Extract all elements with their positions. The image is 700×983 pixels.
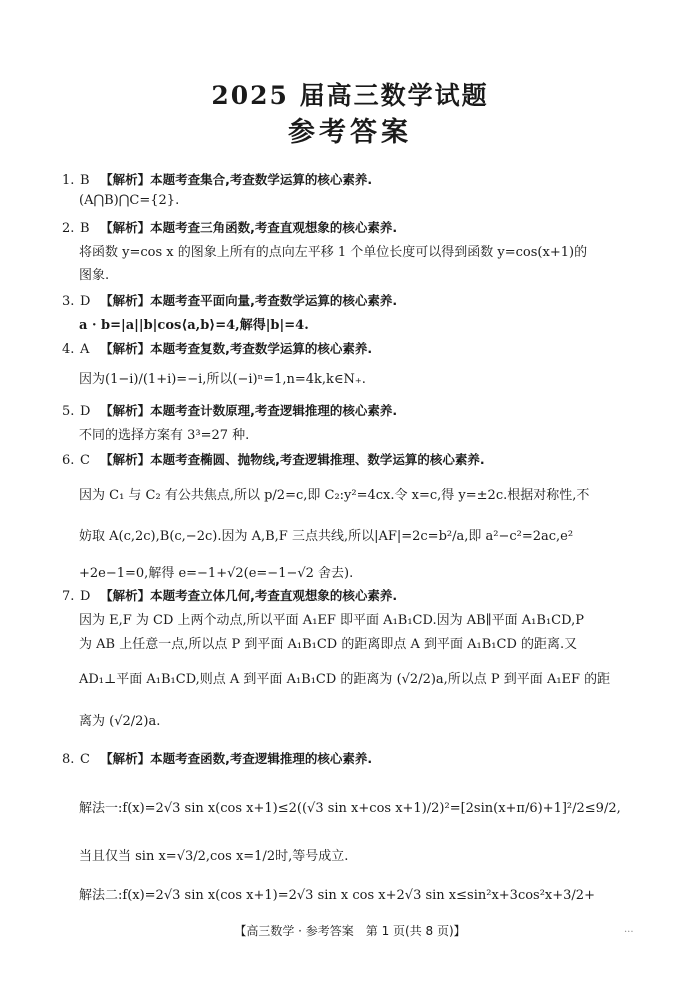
answer-7-line: 离为 (√2/2)a. bbox=[79, 714, 161, 729]
answer-number: 1. bbox=[62, 173, 75, 188]
answer-analysis-heading: 【解析】本题考查三角函数,考查直观想象的核心素养. bbox=[100, 220, 398, 235]
answer-analysis-heading: 【解析】本题考查集合,考查数学运算的核心素养. bbox=[100, 172, 373, 187]
answer-5-header bbox=[62, 401, 642, 419]
answer-choice: C bbox=[80, 453, 90, 468]
answer-8-line: 解法一:f(x)=2√3 sin x(cos x+1)≤2((√3 sin x+cos x+1)/2)²=[2sin(x+π/6)+1]²/2≤9/2, bbox=[79, 801, 621, 816]
answer-choice: A bbox=[80, 342, 90, 357]
footer-mark: ... bbox=[624, 924, 634, 935]
answer-analysis-heading: 【解析】本题考查椭圆、抛物线,考查逻辑推理、数学运算的核心素养. bbox=[100, 452, 485, 467]
answer-choice: C bbox=[80, 752, 90, 767]
answer-6-line: 因为 C₁ 与 C₂ 有公共焦点,所以 p/2=c,即 C₂:y²=4cx.令 x=c,得 y=±2c.根据对称性,不 bbox=[79, 488, 590, 503]
answer-analysis-heading: 【解析】本题考查计数原理,考查逻辑推理的核心素养. bbox=[100, 403, 398, 418]
answer-choice: D bbox=[80, 404, 91, 419]
answer-6-line: 妨取 A(c,2c),B(c,−2c).因为 A,B,F 三点共线,所以|AF|=2c=b²/a,即 a²−c²=2ac,e² bbox=[79, 529, 574, 544]
answer-4-header bbox=[62, 339, 642, 357]
answer-number: 3. bbox=[62, 294, 75, 309]
answer-number: 7. bbox=[62, 589, 75, 604]
page-subtitle: 参考答案 bbox=[288, 117, 412, 148]
page-title: 2025 届高三数学试题 bbox=[211, 81, 489, 110]
answer-number: 8. bbox=[62, 752, 75, 767]
answer-analysis-heading: 【解析】本题考查复数,考查数学运算的核心素养. bbox=[100, 341, 373, 356]
answer-choice: B bbox=[80, 173, 90, 188]
answer-4-line: 因为(1−i)/(1+i)=−i,所以(−i)ⁿ=1,n=4k,k∈N₊. bbox=[79, 372, 366, 387]
answer-3-header bbox=[62, 291, 642, 309]
answer-analysis-heading: 【解析】本题考查平面向量,考查数学运算的核心素养. bbox=[100, 293, 398, 308]
answer-8-header bbox=[62, 749, 642, 767]
answer-7-line: AD₁⊥平面 A₁B₁CD,则点 A 到平面 A₁B₁CD 的距离为 (√2/2)a,所以点 P 到平面 A₁EF 的距 bbox=[79, 672, 611, 687]
answer-7-line: 为 AB 上任意一点,所以点 P 到平面 A₁B₁CD 的距离即点 A 到平面 A₁B₁CD 的距离.又 bbox=[79, 637, 578, 652]
answer-2-header bbox=[62, 218, 642, 236]
answer-number: 5. bbox=[62, 404, 75, 419]
answer-7-header bbox=[62, 586, 642, 604]
answer-6-line: +2e−1=0,解得 e=−1+√2(e=−1−√2 舍去). bbox=[79, 566, 354, 581]
answer-number: 4. bbox=[62, 342, 75, 357]
answer-1-line: (A⋂B)⋂C={2}. bbox=[79, 193, 180, 208]
answer-8-line: 当且仅当 sin x=√3/2,cos x=1/2时,等号成立. bbox=[79, 849, 349, 864]
answer-number: 6. bbox=[62, 453, 75, 468]
answer-2-line: 图象. bbox=[79, 268, 110, 283]
answer-7-line: 因为 E,F 为 CD 上两个动点,所以平面 A₁EF 即平面 A₁B₁CD.因为 AB∥平面 A₁B₁CD,P bbox=[79, 613, 584, 628]
answer-2-line: 将函数 y=cos x 的图象上所有的点向左平移 1 个单位长度可以得到函数 y=cos(x+1)的 bbox=[79, 245, 588, 260]
answer-1-header bbox=[62, 170, 642, 188]
answer-analysis-heading: 【解析】本题考查函数,考查逻辑推理的核心素养. bbox=[100, 751, 373, 766]
answer-choice: D bbox=[80, 294, 91, 309]
answer-analysis-heading: 【解析】本题考查立体几何,考查直观想象的核心素养. bbox=[100, 588, 398, 603]
answer-number: 2. bbox=[62, 221, 75, 236]
page-footer: 【高三数学 · 参考答案 第 1 页(共 8 页)】 bbox=[234, 924, 466, 938]
answer-6-header bbox=[62, 450, 642, 468]
answer-choice: D bbox=[80, 589, 91, 604]
answer-3-line: a · b=|a||b|cos⟨a,b⟩=4,解得|b|=4. bbox=[79, 318, 309, 333]
answer-5-line: 不同的选择方案有 3³=27 种. bbox=[79, 428, 250, 443]
answer-choice: B bbox=[80, 221, 90, 236]
answer-8-line: 解法二:f(x)=2√3 sin x(cos x+1)=2√3 sin x cos x+2√3 sin x≤sin²x+3cos²x+3/2+ bbox=[79, 888, 595, 903]
